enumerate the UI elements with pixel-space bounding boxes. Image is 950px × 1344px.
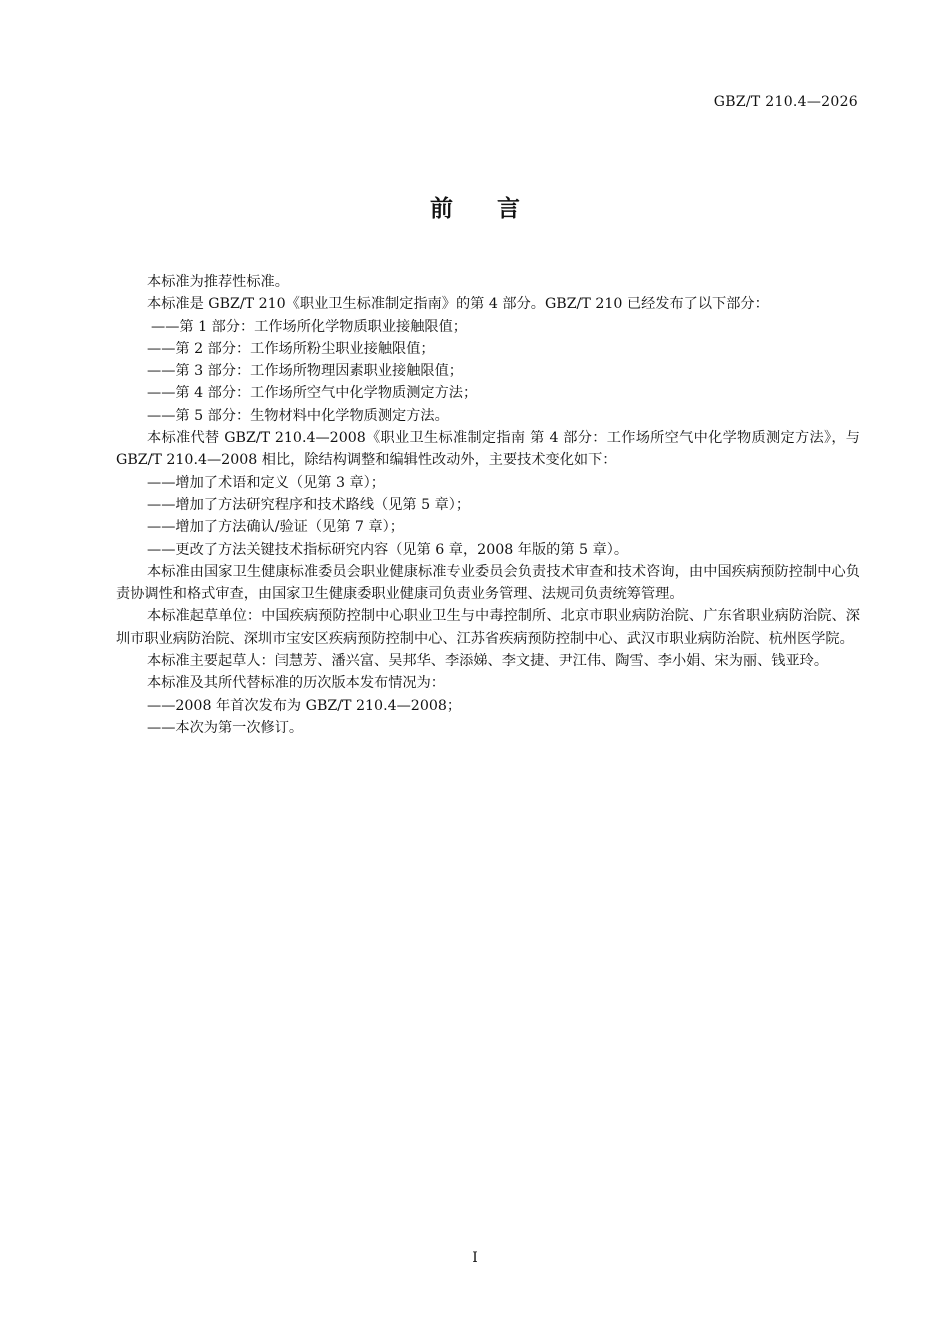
paragraph-replaces: 本标准代替 GBZ/T 210.4—2008《职业卫生标准制定指南 第 4 部分：工作场所空气中化学物质测定方法》，与 GBZ/T 210.4—2008 相比，除结构调整和编辑性改动外，主要技术变化如下： xyxy=(116,430,860,469)
list-item-part-4: ——第 4 部分：工作场所空气中化学物质测定方法； xyxy=(147,385,478,402)
list-item-change-3: ——增加了方法确认/验证（见第 7 章）； xyxy=(147,519,404,536)
standard-code: GBZ/T 210.4—2026 xyxy=(713,94,858,110)
paragraph-part-intro: 本标准是 GBZ/T 210《职业卫生标准制定指南》的第 4 部分。GBZ/T 210 已经发布了以下部分： xyxy=(147,296,769,313)
paragraph-responsible-bodies: 本标准由国家卫生健康标准委员会职业健康标准专业委员会负责技术审查和技术咨询，由中国疾病预防控制中心负责协调性和格式审查，由国家卫生健康委职业健康司负责业务管理、法规司负责统筹管理。 xyxy=(116,563,860,603)
paragraph-drafters: 本标准主要起草人：闫慧芳、潘兴富、吴邦华、李添娣、李文捷、尹江伟、陶雪、李小娟、宋为丽、钱亚玲。 xyxy=(147,653,829,670)
list-item-history-2: ——本次为第一次修订。 xyxy=(147,719,304,736)
list-item-change-4: ——更改了方法关键技术指标研究内容（见第 6 章，2008 年版的第 5 章）。 xyxy=(147,541,629,558)
preface-body xyxy=(116,271,860,739)
list-item-part-2: ——第 2 部分：工作场所粉尘职业接触限值； xyxy=(147,340,435,357)
paragraph-drafting-units: 本标准起草单位：中国疾病预防控制中心职业卫生与中毒控制所、北京市职业病防治院、广东省职业病防治院、深圳市职业病防治院、深圳市宝安区疾病预防控制中心、江苏省疾病预防控制中心、武汉市职业病防治院、杭州医学院。 xyxy=(116,608,860,647)
list-item-part-1: ——第 1 部分：工作场所化学物质职业接触限值； xyxy=(151,318,467,335)
list-item-part-5: ——第 5 部分：生物材料中化学物质测定方法。 xyxy=(147,407,449,424)
page-title: 前言 xyxy=(430,196,564,222)
list-item-change-1: ——增加了术语和定义（见第 3 章）； xyxy=(147,474,385,491)
paragraph-recommended: 本标准为推荐性标准。 xyxy=(147,274,289,290)
list-item-part-3: ——第 3 部分：工作场所物理因素职业接触限值； xyxy=(147,363,463,380)
list-item-history-1: ——2008 年首次发布为 GBZ/T 210.4—2008； xyxy=(147,697,462,714)
page-number: I xyxy=(472,1250,478,1266)
list-item-change-2: ——增加了方法研究程序和技术路线（见第 5 章）； xyxy=(147,496,471,513)
paragraph-history-intro: 本标准及其所代替标准的历次版本发布情况为： xyxy=(147,675,445,692)
